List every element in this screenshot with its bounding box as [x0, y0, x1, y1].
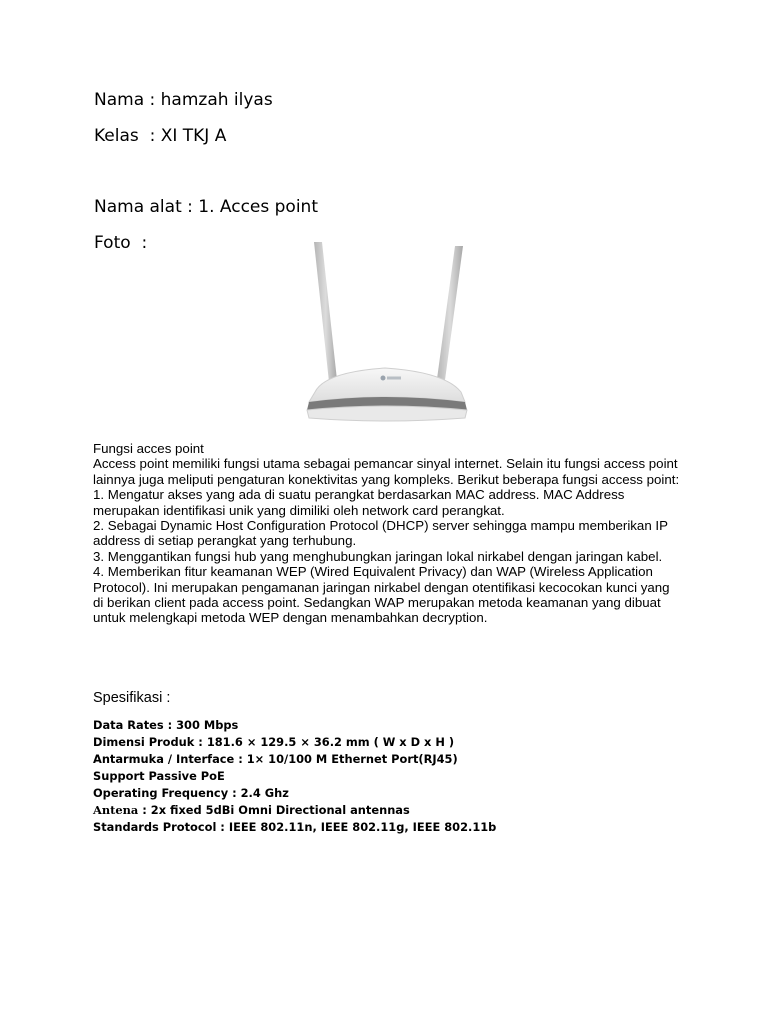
spec-standards: Standards Protocol : IEEE 802.11n, IEEE 802.11g, IEEE 802.11b	[93, 820, 497, 834]
spesifikasi-list	[93, 717, 693, 836]
fungsi-item-4: 4. Memberikan fitur keamanan WEP (Wired Equivalent Privacy) dan WAP (Wireless Application Protocol). Ini merupakan pengamanan jaringan nirkabel dengan otentifikasi kecocokan kunci yang di berikan client pada access point. Sedangkan WAP merupakan metoda keamanan yang dibuat untuk melengkapi metoda WEP dengan menambahkan decryption.	[93, 564, 670, 626]
fungsi-item-2: 2. Sebagai Dynamic Host Configuration Protocol (DHCP) server sehingga mampu memberikan IP address di setiap perangkat yang terhubung.	[93, 518, 668, 549]
fungsi-title: Fungsi acces point	[93, 441, 204, 456]
student-name: Nama : hamzah ilyas	[94, 90, 273, 110]
spec-data-rates: Data Rates : 300 Mbps	[93, 718, 239, 732]
spec-antena-label: Antena	[93, 803, 139, 817]
photo-label: Foto :	[94, 233, 148, 253]
device-name: Nama alat : 1. Acces point	[94, 197, 318, 217]
spec-antena-value: : 2x fixed 5dBi Omni Directional antennas	[138, 803, 410, 817]
wireless-router-icon	[285, 232, 485, 427]
spec-frequency: Operating Frequency : 2.4 Ghz	[93, 786, 289, 800]
spec-interface: Antarmuka / Interface : 1× 10/100 M Ethernet Port(RJ45)	[93, 752, 458, 766]
spec-poe: Support Passive PoE	[93, 769, 225, 783]
fungsi-intro: Access point memiliki fungsi utama sebagai pemancar sinyal internet. Selain itu fungsi access point lainnya juga meliputi pengaturan konektivitas yang kompleks. Berikut beberapa fungsi access point:	[93, 456, 680, 487]
spesifikasi-title: Spesifikasi :	[93, 690, 171, 706]
spec-dimensi: Dimensi Produk : 181.6 × 129.5 × 36.2 mm ( W x D x H )	[93, 735, 455, 749]
student-class: Kelas : XI TKJ A	[94, 126, 227, 146]
fungsi-section	[93, 441, 683, 626]
fungsi-item-3: 3. Menggantikan fungsi hub yang menghubungkan jaringan lokal nirkabel dengan jaringan kabel.	[93, 548, 663, 564]
spec-antena	[93, 802, 693, 819]
fungsi-item-1: 1. Mengatur akses yang ada di suatu perangkat berdasarkan MAC address. MAC Address merupakan identifikasi unik yang dimiliki oleh network card perangkat.	[93, 487, 625, 518]
